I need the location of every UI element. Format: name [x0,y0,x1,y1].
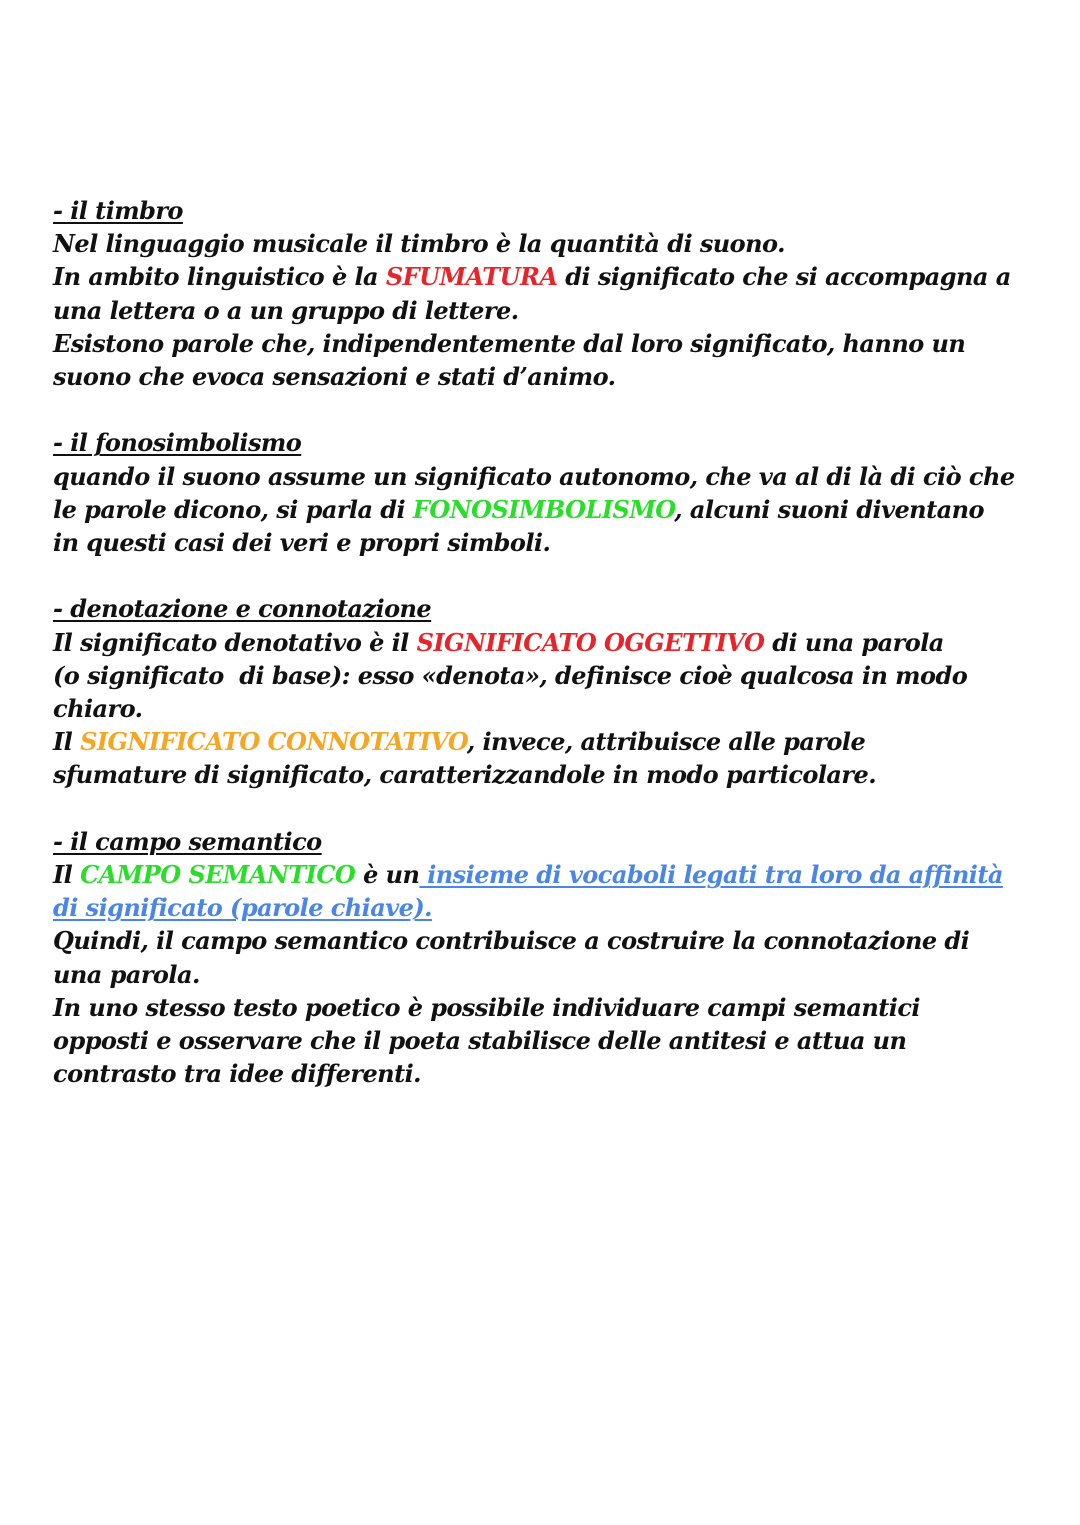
definition-link[interactable]: insieme di vocaboli legati tra loro da affinità [419,860,1003,890]
text-run: Il significato denotativo è il [53,627,417,657]
text-run: Il [53,727,81,757]
document-page [53,194,1043,1124]
text-run: , alcuni suoni diventano [674,494,984,524]
paragraph-line [53,626,1043,659]
heading-fonosimbolismo: - il fonosimbolismo [53,428,302,458]
text-run: In ambito linguistico è la [53,262,386,292]
section-fonosimbolismo [53,426,1043,559]
paragraph-line: Nel linguaggio musicale il timbro è la quantità di suono. [53,229,785,259]
paragraph-line: Quindi, il campo semantico contribuisce a costruire la connotazione di [53,926,970,956]
text-run: è un [355,860,420,890]
paragraph-line: (o significato di base): esso «denota», definisce cioè qualcosa in modo [53,660,968,690]
paragraph-line [53,260,1043,293]
heading-denotazione: - denotazione e connotazione [53,594,432,624]
keyword-fonosimbolismo: FONOSIMBOLISMO [412,494,675,524]
keyword-significato-oggettivo: SIGNIFICATO OGGETTIVO [416,627,765,657]
heading-timbro: - il timbro [53,196,183,225]
paragraph-line [53,725,1043,758]
paragraph-line: In uno stesso testo poetico è possibile individuare campi semantici [53,992,920,1022]
text-run: le parole dicono, si parla di [53,494,413,524]
paragraph-line [53,493,1043,526]
text-run: di una parola [764,627,944,657]
paragraph-line: quando il suono assume un significato autonomo, che va al di là di ciò che [53,461,1015,491]
section-campo-semantico [53,825,1043,1091]
paragraph-line [53,891,1043,924]
paragraph-line: suono che evoca sensazioni e stati d’animo. [53,362,616,392]
paragraph-line [53,858,1043,891]
section-denotazione [53,592,1043,791]
paragraph-line: sfumature di significato, caratterizzandole in modo particolare. [53,760,877,790]
paragraph-line: contrasto tra idee differenti. [53,1059,421,1089]
paragraph-line: in questi casi dei veri e propri simboli. [53,528,551,558]
text-run: , invece, attribuisce alle parole [466,727,866,757]
paragraph-line: una lettera o a un gruppo di lettere. [53,295,519,325]
paragraph-line: chiaro. [53,694,143,724]
section-timbro [53,194,1043,393]
text-run: di significato che si accompagna a [557,262,1011,292]
keyword-significato-connotativo: SIGNIFICATO CONNOTATIVO [80,727,467,757]
paragraph-line: Esistono parole che, indipendentemente dal loro significato, hanno un [53,328,966,358]
paragraph-line: una parola. [53,959,200,989]
heading-campo-semantico: - il campo semantico [53,826,322,856]
text-run: Il [53,860,81,890]
keyword-campo-semantico: CAMPO SEMANTICO [80,860,356,890]
definition-link[interactable]: di significato (parole chiave). [53,893,432,923]
keyword-sfumatura: SFUMATURA [385,262,558,292]
paragraph-line: opposti e osservare che il poeta stabilisce delle antitesi e attua un [53,1026,907,1056]
